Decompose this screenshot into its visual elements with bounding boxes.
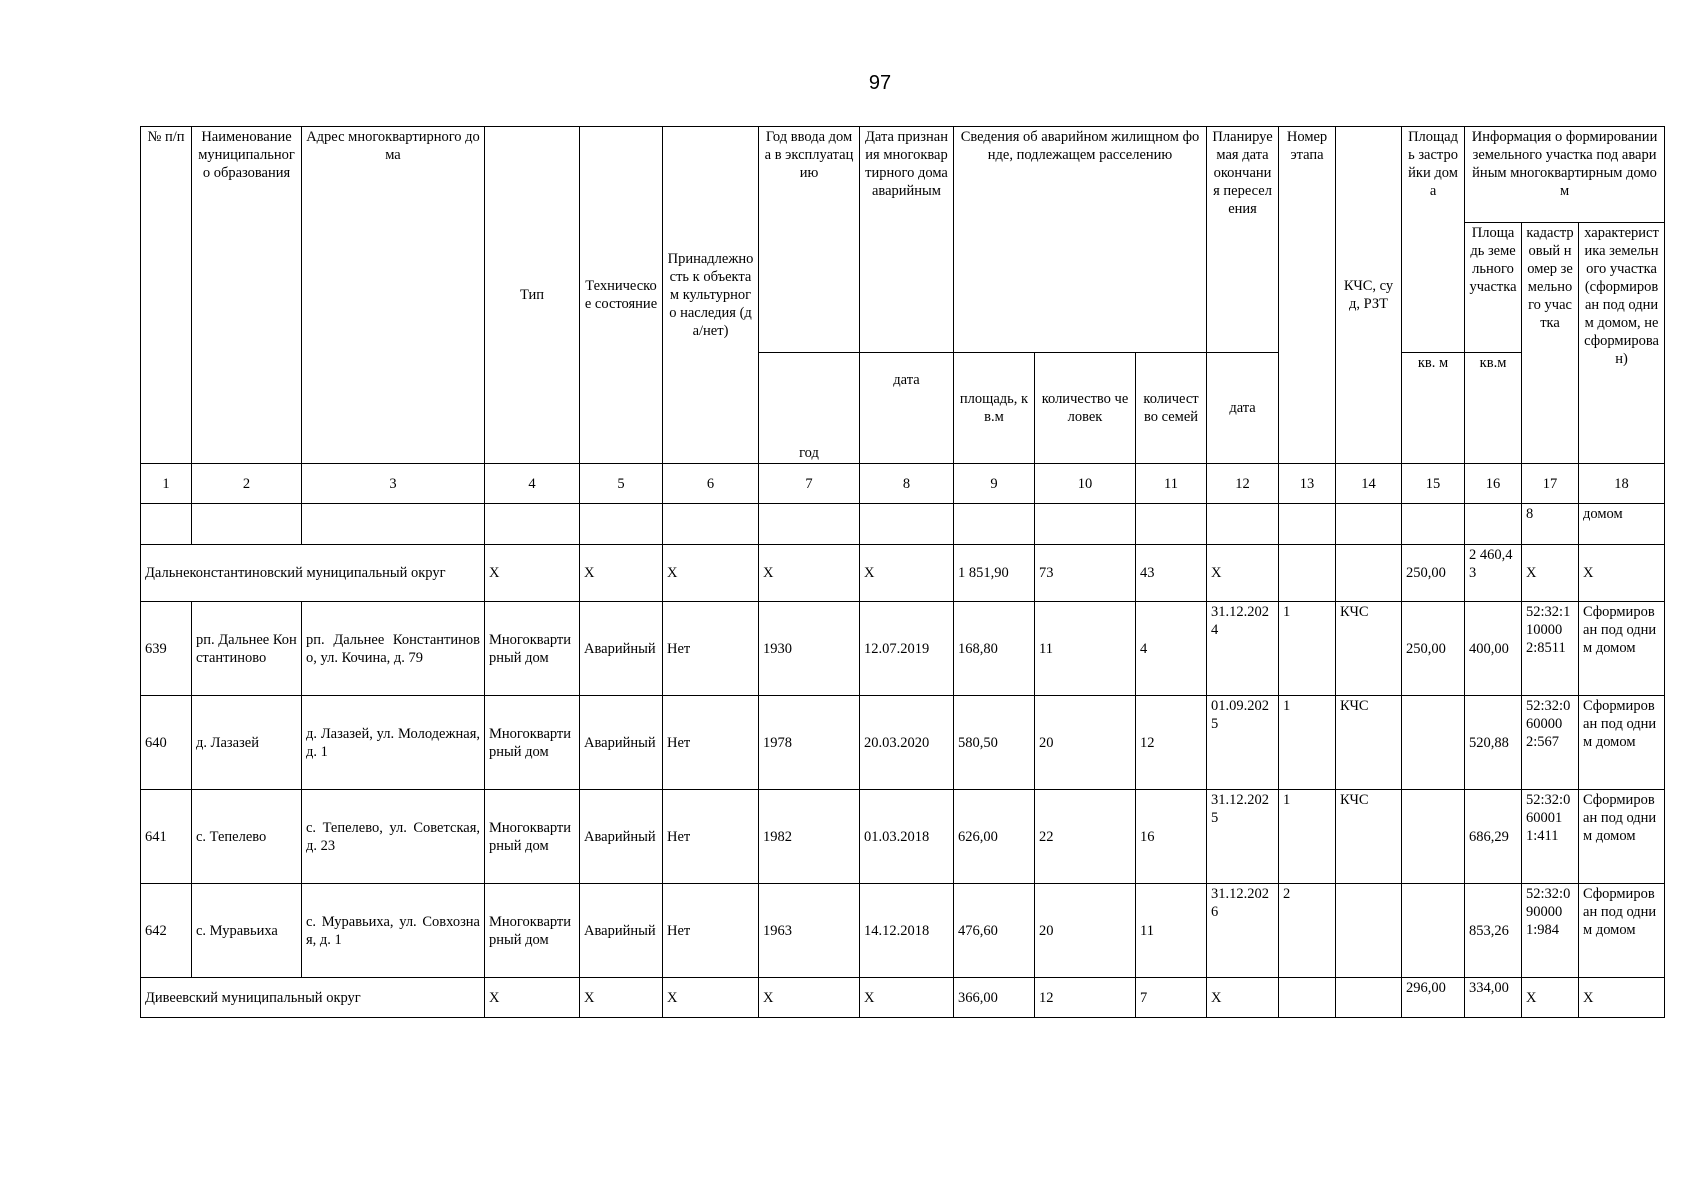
row-build-area xyxy=(1402,884,1465,978)
group-cell: Х xyxy=(663,545,759,602)
col-num: 1 xyxy=(141,464,192,504)
group-cell xyxy=(1279,978,1336,1018)
row-plan: 01.09.2025 xyxy=(1207,696,1279,790)
row-land-area: 853,26 xyxy=(1465,884,1522,978)
header-build-area: Площадь застройки дома xyxy=(1402,127,1465,353)
header-num: № п/п xyxy=(141,127,192,464)
row-land-char: Сформирован под одним домом xyxy=(1579,884,1665,978)
group-row xyxy=(141,545,1665,602)
row-land-area: 686,29 xyxy=(1465,790,1522,884)
header-land-unit: кв.м xyxy=(1465,353,1522,464)
group-cell: 366,00 xyxy=(954,978,1035,1018)
row-mo: с. Тепелево xyxy=(192,790,302,884)
group-cell: Х xyxy=(1522,545,1579,602)
row-type: Многоквартирный дом xyxy=(485,602,580,696)
carry-land-char: домом xyxy=(1579,504,1665,545)
row-land-char: Сформирован под одним домом xyxy=(1579,602,1665,696)
header-families: количество семей xyxy=(1136,353,1207,464)
row-type: Многоквартирный дом xyxy=(485,696,580,790)
col-num: 5 xyxy=(580,464,663,504)
col-num: 11 xyxy=(1136,464,1207,504)
housing-table xyxy=(140,126,1665,1018)
row-area: 476,60 xyxy=(954,884,1035,978)
group-cell xyxy=(1279,545,1336,602)
table-row xyxy=(141,790,1665,884)
row-kchs: КЧС xyxy=(1336,696,1402,790)
row-type: Многоквартирный дом xyxy=(485,790,580,884)
row-stage: 1 xyxy=(1279,790,1336,884)
row-cadastral: 52:32:110000 2:8511 xyxy=(1522,602,1579,696)
page-number: 97 xyxy=(868,72,892,94)
row-address: рп. Дальнее Константиново, ул. Кочина, д. 79 xyxy=(302,602,485,696)
row-heritage: Нет xyxy=(663,696,759,790)
group-cell xyxy=(1336,545,1402,602)
row-people: 22 xyxy=(1035,790,1136,884)
row-date: 01.03.2018 xyxy=(860,790,954,884)
row-heritage: Нет xyxy=(663,790,759,884)
group-cell: Х xyxy=(580,978,663,1018)
group-name: Дальнеконстантиновский муниципальный округ xyxy=(141,545,485,602)
header-area: площадь, кв.м xyxy=(954,353,1035,464)
row-plan: 31.12.2026 xyxy=(1207,884,1279,978)
row-year: 1930 xyxy=(759,602,860,696)
group-cell: Х xyxy=(1579,545,1665,602)
header-state: Техническое состояние xyxy=(580,127,663,464)
group-cell: 296,00 xyxy=(1402,978,1465,1018)
col-num: 18 xyxy=(1579,464,1665,504)
row-build-area xyxy=(1402,696,1465,790)
group-cell: Х xyxy=(860,545,954,602)
header-kchs: КЧС, суд, РЗТ xyxy=(1336,127,1402,464)
row-type: Многоквартирный дом xyxy=(485,884,580,978)
header-stage: Номер этапа xyxy=(1279,127,1336,464)
group-cell: Х xyxy=(860,978,954,1018)
header-land-area: Площадь земельного участка xyxy=(1465,223,1522,353)
row-area: 168,80 xyxy=(954,602,1035,696)
header-cadastral: кадастровый номер земельного участка xyxy=(1522,223,1579,464)
row-heritage: Нет xyxy=(663,884,759,978)
row-families: 12 xyxy=(1136,696,1207,790)
group-cell: Х xyxy=(580,545,663,602)
row-stage: 2 xyxy=(1279,884,1336,978)
row-state: Аварийный xyxy=(580,602,663,696)
col-num: 8 xyxy=(860,464,954,504)
row-kchs: КЧС xyxy=(1336,602,1402,696)
col-num: 9 xyxy=(954,464,1035,504)
group-cell: Х xyxy=(1522,978,1579,1018)
col-num: 4 xyxy=(485,464,580,504)
row-build-area: 250,00 xyxy=(1402,602,1465,696)
group-cell: Х xyxy=(485,545,580,602)
row-mo: д. Лазазей xyxy=(192,696,302,790)
header-address: Адрес многоквартирного дома xyxy=(302,127,485,464)
row-plan: 31.12.2024 xyxy=(1207,602,1279,696)
row-land-area: 400,00 xyxy=(1465,602,1522,696)
header-land-info: Информация о формировании земельного участка под аварийным многоквартирным домом xyxy=(1465,127,1665,223)
col-num: 13 xyxy=(1279,464,1336,504)
table-row xyxy=(141,696,1665,790)
row-date: 14.12.2018 xyxy=(860,884,954,978)
header-land-char: характеристика земельного участка (сформирован под одним домом, не сформирован) xyxy=(1579,223,1665,464)
row-people: 20 xyxy=(1035,696,1136,790)
header-plan: Планируемая дата окончания переселения xyxy=(1207,127,1279,353)
group-cell: 2 460,43 xyxy=(1465,545,1522,602)
carry-row xyxy=(141,504,1665,545)
carry-cadastral: 8 xyxy=(1522,504,1579,545)
header-plan-sub: дата xyxy=(1207,353,1279,464)
header-date: Дата признания многоквартирного дома аварийным xyxy=(860,127,954,353)
row-land-char: Сформирован под одним домом xyxy=(1579,696,1665,790)
row-heritage: Нет xyxy=(663,602,759,696)
row-address: д. Лазазей, ул. Молодежная, д. 1 xyxy=(302,696,485,790)
row-people: 20 xyxy=(1035,884,1136,978)
group-cell: 250,00 xyxy=(1402,545,1465,602)
row-area: 626,00 xyxy=(954,790,1035,884)
row-date: 20.03.2020 xyxy=(860,696,954,790)
col-num: 16 xyxy=(1465,464,1522,504)
row-cadastral: 52:32:060000 2:567 xyxy=(1522,696,1579,790)
row-stage: 1 xyxy=(1279,696,1336,790)
group-cell: 1 851,90 xyxy=(954,545,1035,602)
header-type: Тип xyxy=(485,127,580,464)
group-cell: 43 xyxy=(1136,545,1207,602)
col-num: 7 xyxy=(759,464,860,504)
group-cell: 73 xyxy=(1035,545,1136,602)
row-num: 641 xyxy=(141,790,192,884)
row-state: Аварийный xyxy=(580,884,663,978)
header-year-sub: год xyxy=(759,353,860,464)
row-build-area xyxy=(1402,790,1465,884)
col-num: 17 xyxy=(1522,464,1579,504)
row-year: 1963 xyxy=(759,884,860,978)
col-num: 14 xyxy=(1336,464,1402,504)
group-cell: Х xyxy=(1207,978,1279,1018)
row-stage: 1 xyxy=(1279,602,1336,696)
col-num: 15 xyxy=(1402,464,1465,504)
header-mo: Наименование муниципального образования xyxy=(192,127,302,464)
group-cell: Х xyxy=(485,978,580,1018)
row-families: 16 xyxy=(1136,790,1207,884)
row-year: 1978 xyxy=(759,696,860,790)
header-date-sub: дата xyxy=(860,353,954,464)
row-land-char: Сформирован под одним домом xyxy=(1579,790,1665,884)
col-num: 6 xyxy=(663,464,759,504)
row-kchs: КЧС xyxy=(1336,790,1402,884)
group-name: Дивеевский муниципальный округ xyxy=(141,978,485,1018)
group-cell xyxy=(1336,978,1402,1018)
col-num: 2 xyxy=(192,464,302,504)
row-kchs xyxy=(1336,884,1402,978)
group-cell: 7 xyxy=(1136,978,1207,1018)
row-people: 11 xyxy=(1035,602,1136,696)
header-build-unit: кв. м xyxy=(1402,353,1465,464)
row-mo: рп. Дальнее Константиново xyxy=(192,602,302,696)
group-cell: Х xyxy=(663,978,759,1018)
group-cell: Х xyxy=(759,545,860,602)
group-cell: 12 xyxy=(1035,978,1136,1018)
group-cell: Х xyxy=(759,978,860,1018)
row-state: Аварийный xyxy=(580,696,663,790)
group-cell: 334,00 xyxy=(1465,978,1522,1018)
header-fund: Сведения об аварийном жилищном фонде, подлежащем расселению xyxy=(954,127,1207,353)
row-cadastral: 52:32:060001 1:411 xyxy=(1522,790,1579,884)
row-num: 640 xyxy=(141,696,192,790)
row-num: 639 xyxy=(141,602,192,696)
header-people: количество человек xyxy=(1035,353,1136,464)
row-plan: 31.12.2025 xyxy=(1207,790,1279,884)
header-heritage: Принадлежность к объектам культурного наследия (да/нет) xyxy=(663,127,759,464)
row-land-area: 520,88 xyxy=(1465,696,1522,790)
col-num: 3 xyxy=(302,464,485,504)
row-families: 11 xyxy=(1136,884,1207,978)
row-area: 580,50 xyxy=(954,696,1035,790)
row-mo: с. Муравьиха xyxy=(192,884,302,978)
group-cell: Х xyxy=(1579,978,1665,1018)
table-row xyxy=(141,602,1665,696)
header-year: Год ввода дома в эксплуатацию xyxy=(759,127,860,353)
row-cadastral: 52:32:090000 1:984 xyxy=(1522,884,1579,978)
row-num: 642 xyxy=(141,884,192,978)
row-year: 1982 xyxy=(759,790,860,884)
table-row xyxy=(141,884,1665,978)
col-num: 10 xyxy=(1035,464,1136,504)
group-cell: Х xyxy=(1207,545,1279,602)
row-address: с. Тепелево, ул. Советская, д. 23 xyxy=(302,790,485,884)
col-num: 12 xyxy=(1207,464,1279,504)
group-row xyxy=(141,978,1665,1018)
row-date: 12.07.2019 xyxy=(860,602,954,696)
row-state: Аварийный xyxy=(580,790,663,884)
row-address: с. Муравьиха, ул. Совхозная, д. 1 xyxy=(302,884,485,978)
row-families: 4 xyxy=(1136,602,1207,696)
column-number-row xyxy=(141,464,1665,504)
